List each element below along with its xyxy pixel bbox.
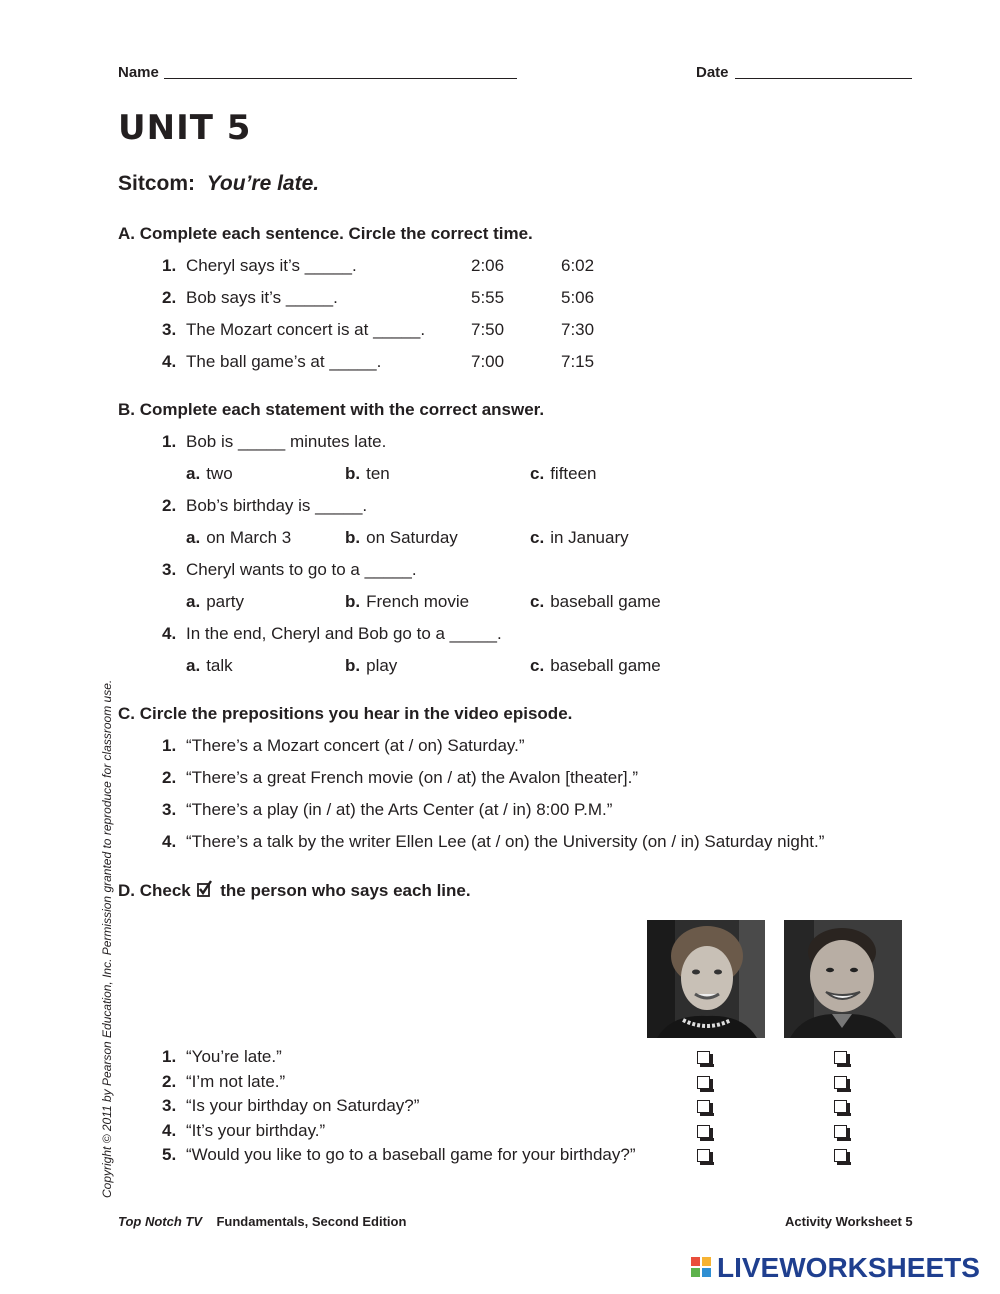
time-option-1[interactable]: 7:00: [471, 352, 505, 371]
question-c-2: [162, 768, 638, 788]
section-b-title: B. Complete each statement with the correct answer.: [118, 400, 545, 419]
section-d-title-pre: D. Check: [118, 881, 191, 900]
checkbox-cheryl[interactable]: [697, 1125, 710, 1138]
question-number: 1.: [162, 256, 177, 275]
liveworksheets-brand: LIVEWORKSHEETS: [717, 1252, 980, 1283]
answer-option-c[interactable]: [530, 656, 661, 676]
option-text: on Saturday: [366, 528, 458, 547]
option-text: on March 3: [206, 528, 292, 547]
option-text: ten: [366, 464, 390, 483]
option-letter: a.: [186, 656, 201, 675]
question-text: “You’re late.”: [186, 1047, 282, 1066]
question-text: “Would you like to go to a baseball game for your birthday?”: [186, 1145, 636, 1164]
option-text: in January: [550, 528, 629, 547]
option-letter: a.: [186, 528, 201, 547]
checkbox-cheryl[interactable]: [697, 1100, 710, 1113]
option-letter: c.: [530, 464, 545, 483]
time-option-2[interactable]: 6:02: [561, 256, 595, 275]
option-letter: c.: [530, 592, 545, 611]
option-letter: a.: [186, 592, 201, 611]
name-line[interactable]: [164, 78, 517, 79]
question-text[interactable]: “There’s a talk by the writer Ellen Lee (at / on) the University (on / in) Saturday night.”: [186, 832, 825, 851]
answer-option-a[interactable]: [186, 464, 233, 484]
question-number: 1.: [162, 432, 177, 451]
question-c-1: [162, 736, 525, 756]
question-b-1: [162, 432, 386, 452]
liveworksheets-logo-icon: [691, 1257, 713, 1279]
section-d-title: [118, 880, 471, 901]
time-option-2[interactable]: 7:15: [561, 352, 595, 371]
time-option-1[interactable]: 2:06: [471, 256, 505, 275]
answer-option-b[interactable]: [345, 656, 397, 676]
question-text: “I’m not late.”: [186, 1071, 286, 1091]
question-number: 4.: [162, 832, 177, 851]
question-b-2: [162, 496, 367, 516]
footer-series: Top Notch TV: [118, 1214, 203, 1229]
question-d-4: [162, 1121, 325, 1141]
footer-edition: Fundamentals, Second Edition: [216, 1214, 407, 1229]
question-number: 3.: [162, 1096, 177, 1115]
question-number: 1.: [162, 736, 177, 755]
question-text: “It’s your birthday.”: [186, 1120, 326, 1140]
question-text: In the end, Cheryl and Bob go to a _____.: [186, 624, 502, 643]
sitcom-heading: [118, 172, 319, 196]
option-text: two: [206, 464, 233, 483]
check-icon: [197, 880, 213, 896]
option-text: play: [366, 656, 398, 675]
time-option-2[interactable]: 7:30: [561, 320, 595, 339]
answer-option-a[interactable]: [186, 592, 244, 612]
time-option-1[interactable]: 5:55: [471, 288, 505, 307]
checkbox-bob[interactable]: [834, 1051, 847, 1064]
cheryl-photo: [647, 920, 765, 1038]
question-number: 1.: [162, 1047, 177, 1066]
option-text: fifteen: [550, 464, 597, 483]
footer-worksheet: Activity Worksheet 5: [785, 1214, 913, 1229]
question-number: 2.: [162, 768, 177, 787]
option-letter: a.: [186, 464, 201, 483]
option-letter: c.: [530, 528, 545, 547]
option-letter: b.: [345, 592, 361, 611]
checkbox-cheryl[interactable]: [697, 1149, 710, 1162]
question-a-2: [162, 288, 338, 308]
checkbox-bob[interactable]: [834, 1076, 847, 1089]
question-a-1: [162, 256, 357, 276]
question-c-3: [162, 800, 612, 820]
option-text: baseball game: [550, 592, 661, 611]
question-number: 2.: [162, 288, 177, 307]
name-label: Name: [118, 64, 159, 81]
question-text: Bob says it’s _____.: [186, 288, 338, 307]
question-number: 4.: [162, 624, 177, 643]
question-number: 5.: [162, 1145, 177, 1164]
answer-option-b[interactable]: [345, 464, 390, 484]
question-d-1: [162, 1047, 282, 1067]
question-a-4: [162, 352, 381, 372]
question-d-3: [162, 1096, 419, 1116]
question-number: 3.: [162, 320, 177, 339]
option-letter: b.: [345, 656, 361, 675]
question-text: Bob’s birthday is _____.: [186, 496, 368, 515]
answer-option-b[interactable]: [345, 528, 458, 548]
answer-option-a[interactable]: [186, 528, 291, 548]
sitcom-label: Sitcom:: [118, 172, 196, 195]
question-text: “Is your birthday on Saturday?”: [186, 1096, 420, 1115]
answer-option-c[interactable]: [530, 528, 629, 548]
checkbox-bob[interactable]: [834, 1125, 847, 1138]
option-letter: b.: [345, 464, 361, 483]
question-text: Cheryl says it’s _____.: [186, 256, 357, 275]
checkbox-cheryl[interactable]: [697, 1076, 710, 1089]
answer-option-b[interactable]: [345, 592, 469, 612]
option-text: baseball game: [550, 656, 661, 675]
question-text[interactable]: “There’s a play (in / at) the Arts Center (at / in) 8:00 P.M.”: [186, 800, 613, 819]
footer-left: [118, 1214, 406, 1229]
answer-option-a[interactable]: [186, 656, 233, 676]
question-a-3: [162, 320, 425, 340]
question-number: 2.: [162, 496, 177, 515]
question-number: 3.: [162, 560, 177, 579]
question-d-2: [162, 1072, 285, 1092]
section-d-title-post: the person who says each line.: [220, 881, 471, 900]
question-number: 4.: [162, 1120, 177, 1140]
time-option-2[interactable]: 5:06: [561, 288, 595, 307]
date-line[interactable]: [735, 78, 912, 79]
sitcom-title: You’re late.: [206, 172, 320, 195]
option-letter: b.: [345, 528, 361, 547]
answer-option-c[interactable]: [530, 464, 597, 484]
question-b-3: [162, 560, 417, 580]
question-number: 4.: [162, 352, 177, 371]
time-option-1[interactable]: 7:50: [471, 320, 505, 339]
checkbox-bob[interactable]: [834, 1149, 847, 1162]
question-text: The ball game’s at _____.: [186, 352, 382, 371]
question-number: 3.: [162, 800, 177, 819]
question-b-4: [162, 624, 502, 644]
question-text: Bob is _____ minutes late.: [186, 432, 387, 451]
option-text: talk: [206, 656, 233, 675]
option-letter: c.: [530, 656, 545, 675]
question-text[interactable]: “There’s a Mozart concert (at / on) Saturday.”: [186, 736, 525, 755]
option-text: party: [206, 592, 244, 611]
section-c-title: C. Circle the prepositions you hear in the video episode.: [118, 704, 573, 723]
date-label: Date: [696, 64, 729, 81]
question-text: The Mozart concert is at _____.: [186, 320, 426, 339]
section-a-title: A. Complete each sentence. Circle the correct time.: [118, 224, 533, 243]
checkbox-cheryl[interactable]: [697, 1051, 710, 1064]
option-text: French movie: [366, 592, 470, 611]
question-number: 2.: [162, 1071, 177, 1091]
checkbox-bob[interactable]: [834, 1100, 847, 1113]
bob-photo: [784, 920, 902, 1038]
copyright-notice: Copyright © 2011 by Pearson Education, Inc. Permission granted to reproduce for classroom use.: [100, 679, 114, 1198]
unit-title: UNIT 5: [118, 108, 252, 148]
answer-option-c[interactable]: [530, 592, 661, 612]
question-text: Cheryl wants to go to a _____.: [186, 560, 417, 579]
question-d-5: [162, 1145, 636, 1165]
question-text[interactable]: “There’s a great French movie (on / at) the Avalon [theater].”: [186, 768, 638, 787]
question-c-4: [162, 832, 824, 852]
